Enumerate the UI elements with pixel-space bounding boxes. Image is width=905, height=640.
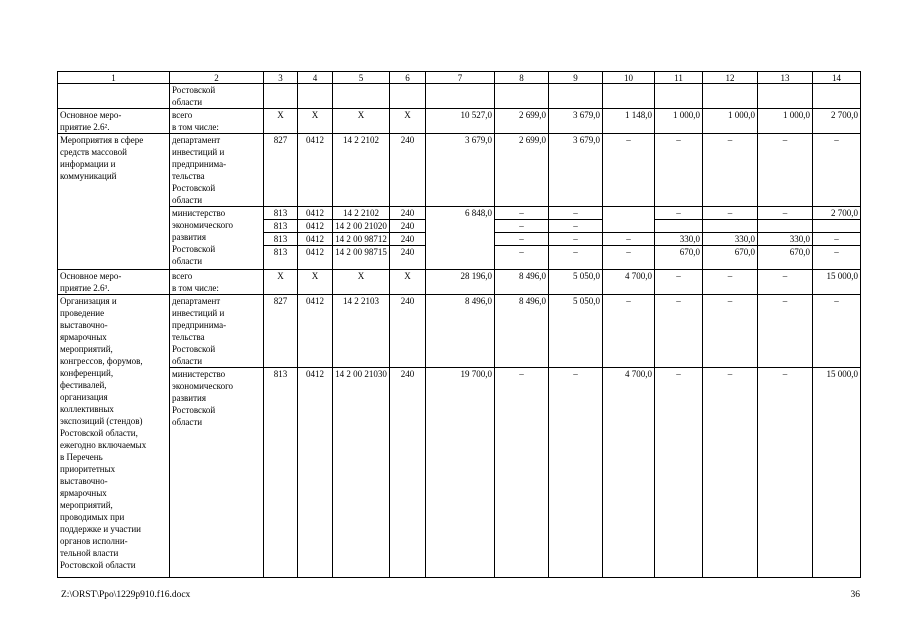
table-cell: 0412 (298, 207, 333, 220)
table-cell: 14 2 2102 (333, 207, 390, 220)
table-cell: 8 496,0 (495, 270, 549, 295)
table-cell: – (495, 207, 549, 220)
table-cell: 2 699,0 (495, 109, 549, 134)
column-number-8: 8 (495, 72, 549, 84)
table-cell: 2 699,0 (495, 134, 549, 207)
table-cell: 28 196,0 (426, 270, 495, 295)
table-cell: Основное меро- приятие 2.6². (58, 109, 170, 134)
table-cell: – (703, 368, 758, 578)
table-cell: 14 2 2102 (333, 134, 390, 207)
table-cell (603, 207, 655, 233)
table-cell (603, 84, 655, 109)
table-cell: 3 679,0 (549, 109, 603, 134)
table-cell: 1 000,0 (703, 109, 758, 134)
table-cell: 6 848,0 (426, 207, 495, 270)
table-cell: 3 679,0 (426, 134, 495, 207)
column-number-10: 10 (603, 72, 655, 84)
table-cell: Основное меро- приятие 2.6³. (58, 270, 170, 295)
table-cell: 0412 (298, 134, 333, 207)
table-cell: 5 050,0 (549, 295, 603, 368)
table-cell: всего в том числе: (170, 270, 264, 295)
table-cell (703, 84, 758, 109)
table-cell: 1 000,0 (655, 109, 703, 134)
table-cell: 670,0 (703, 246, 758, 270)
table-cell (703, 220, 758, 233)
table-cell: X (390, 109, 426, 134)
table-cell: – (758, 207, 813, 220)
table-cell: 330,0 (758, 233, 813, 246)
table-cell: – (603, 134, 655, 207)
table-row (58, 295, 861, 368)
table-cell: 1 148,0 (603, 109, 655, 134)
table-cell: департамент инвестиций и предпринима- тельства Ростовской области (170, 134, 264, 207)
table-cell: – (603, 295, 655, 368)
table-cell: 0412 (298, 368, 333, 578)
table-cell (758, 84, 813, 109)
table-cell: 4 700,0 (603, 270, 655, 295)
table-row (58, 368, 861, 578)
table-cell: Мероприятия в сфере средств массовой информации и коммуникаций (58, 134, 170, 270)
table-body (58, 72, 861, 578)
table-cell: – (758, 295, 813, 368)
budget-table (57, 71, 861, 578)
table-cell (426, 84, 495, 109)
table-cell: – (655, 207, 703, 220)
table-cell: 8 496,0 (426, 295, 495, 368)
table-cell: 813 (264, 207, 298, 220)
table-cell: – (703, 134, 758, 207)
table-cell: – (655, 295, 703, 368)
table-cell (655, 220, 703, 233)
table-cell: 813 (264, 246, 298, 270)
table-cell: 240 (390, 368, 426, 578)
table-cell: 4 700,0 (603, 368, 655, 578)
column-number-11: 11 (655, 72, 703, 84)
table-cell: – (758, 270, 813, 295)
table-cell: 827 (264, 295, 298, 368)
table-row (58, 109, 861, 134)
table-cell: – (495, 368, 549, 578)
column-number-5: 5 (333, 72, 390, 84)
table-cell: – (549, 207, 603, 220)
table-cell: 14 2 00 21030 (333, 368, 390, 578)
table-cell: – (703, 207, 758, 220)
table-cell: – (549, 368, 603, 578)
document-file-path: Z:\ORST\Ppo\1229p910.f16.docx (61, 590, 191, 600)
column-number-3: 3 (264, 72, 298, 84)
table-cell: – (813, 295, 861, 368)
table-cell (264, 84, 298, 109)
table-cell: 240 (390, 295, 426, 368)
table-cell: – (813, 233, 861, 246)
table-cell: – (703, 270, 758, 295)
table-cell: – (495, 233, 549, 246)
column-number-6: 6 (390, 72, 426, 84)
table-cell: X (264, 270, 298, 295)
table-cell: X (298, 109, 333, 134)
table-cell: 19 700,0 (426, 368, 495, 578)
column-number-14: 14 (813, 72, 861, 84)
table-cell: 670,0 (758, 246, 813, 270)
table-cell: 670,0 (655, 246, 703, 270)
table-cell: 14 2 00 98715 (333, 246, 390, 270)
table-cell: 0412 (298, 246, 333, 270)
table-cell (549, 84, 603, 109)
table-cell (495, 84, 549, 109)
table-cell: – (703, 295, 758, 368)
table-cell (813, 84, 861, 109)
table-cell: 240 (390, 233, 426, 246)
column-number-row (58, 72, 861, 84)
table-cell: министерство экономического развития Ростовской области (170, 368, 264, 578)
column-number-13: 13 (758, 72, 813, 84)
table-cell: 240 (390, 246, 426, 270)
table-cell: – (603, 233, 655, 246)
table-row (58, 207, 861, 220)
table-cell: 10 527,0 (426, 109, 495, 134)
table-cell: – (655, 134, 703, 207)
table-cell: 330,0 (655, 233, 703, 246)
table-cell: – (758, 368, 813, 578)
column-number-9: 9 (549, 72, 603, 84)
table-cell (333, 84, 390, 109)
table-cell: – (549, 220, 603, 233)
table-cell: 2 700,0 (813, 109, 861, 134)
table-cell: 240 (390, 207, 426, 220)
table-cell: X (390, 270, 426, 295)
table-cell: 15 000,0 (813, 270, 861, 295)
table-cell: – (813, 246, 861, 270)
column-number-2: 2 (170, 72, 264, 84)
table-cell: 0412 (298, 233, 333, 246)
table-cell: – (758, 134, 813, 207)
table-cell: – (655, 270, 703, 295)
table-cell: 1 000,0 (758, 109, 813, 134)
table-cell: 0412 (298, 220, 333, 233)
table-cell: – (813, 134, 861, 207)
table-cell: 240 (390, 134, 426, 207)
table-cell (58, 84, 170, 109)
table-cell: 827 (264, 134, 298, 207)
table-cell: – (495, 246, 549, 270)
table-cell: департамент инвестиций и предпринима- тельства Ростовской области (170, 295, 264, 368)
table-cell: 14 2 2103 (333, 295, 390, 368)
table-cell: 330,0 (703, 233, 758, 246)
table-cell: 813 (264, 233, 298, 246)
table-cell: – (549, 233, 603, 246)
table-cell: 813 (264, 368, 298, 578)
table-cell: 14 2 00 98712 (333, 233, 390, 246)
column-number-1: 1 (58, 72, 170, 84)
table-cell: 0412 (298, 295, 333, 368)
table-cell: 813 (264, 220, 298, 233)
table-row (58, 270, 861, 295)
table-cell: – (549, 246, 603, 270)
table-cell: – (655, 368, 703, 578)
table-row (58, 134, 861, 207)
table-row (58, 84, 861, 109)
page-number: 36 (850, 590, 860, 600)
table-cell: X (333, 270, 390, 295)
column-number-7: 7 (426, 72, 495, 84)
table-cell: 5 050,0 (549, 270, 603, 295)
column-number-4: 4 (298, 72, 333, 84)
column-number-12: 12 (703, 72, 758, 84)
table-cell (655, 84, 703, 109)
table-cell: 8 496,0 (495, 295, 549, 368)
table-cell: 3 679,0 (549, 134, 603, 207)
table-cell: 240 (390, 220, 426, 233)
table-cell (758, 220, 813, 233)
table-cell (390, 84, 426, 109)
table-cell (813, 220, 861, 233)
table-cell: – (603, 246, 655, 270)
table-cell: министерство экономического развития Ростовской области (170, 207, 264, 270)
table-cell: – (495, 220, 549, 233)
table-cell: 14 2 00 21020 (333, 220, 390, 233)
table-cell (298, 84, 333, 109)
table-cell: X (264, 109, 298, 134)
table-cell: Организация и проведение выставочно- ярмарочных мероприятий, конгрессов, форумов, конференций, фестивалей, организация коллективных экспозиций (стендов) Ростовской области, ежегодно включаемых в Перечень приоритетных выставочно- ярмарочных мероприятий, проводимых при поддержке и участии органов исполни- тельной власти Ростовской области (58, 295, 170, 578)
table-cell: всего в том числе: (170, 109, 264, 134)
table-cell: Ростовской области (170, 84, 264, 109)
table-cell: X (298, 270, 333, 295)
table-cell: 15 000,0 (813, 368, 861, 578)
table-cell: 2 700,0 (813, 207, 861, 220)
table-cell: X (333, 109, 390, 134)
